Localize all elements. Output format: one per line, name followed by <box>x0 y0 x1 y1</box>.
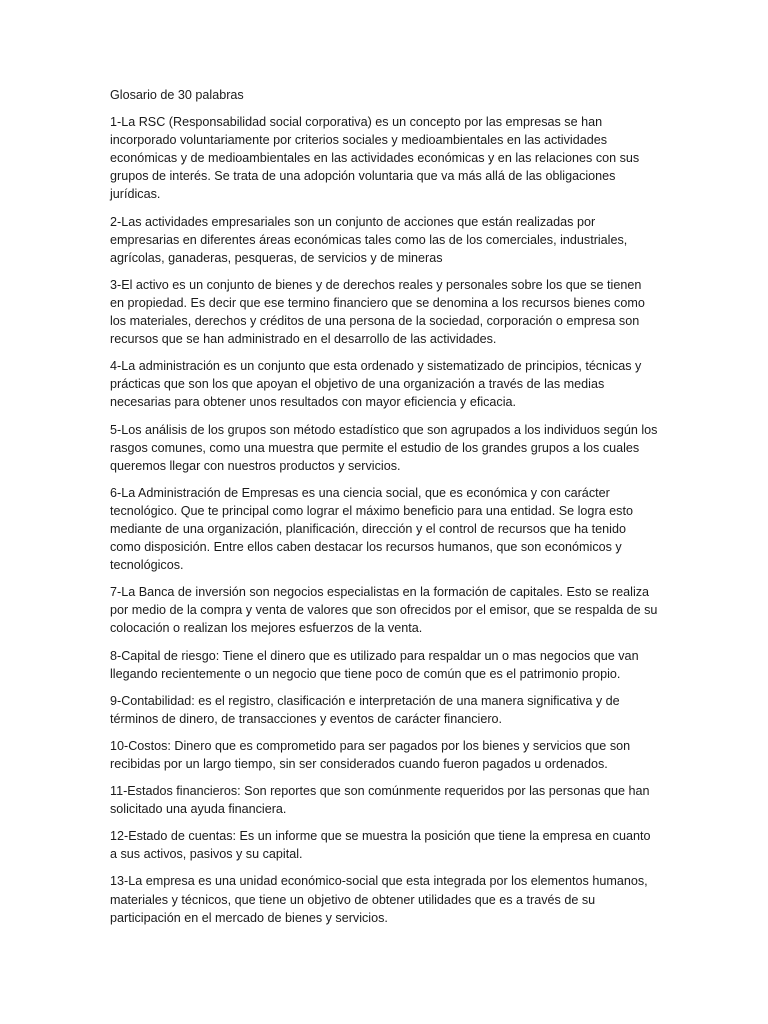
glossary-entry-5: 5-Los análisis de los grupos son método estadístico que son agrupados a los individuos según los rasgos comunes, como una muestra que permite el estudio de los grandes grupos a los cuales queremos llegar con nuestros productos y servicios. <box>110 422 658 473</box>
glossary-entry-7: 7-La Banca de inversión son negocios especialistas en la formación de capitales. Esto se realiza por medio de la compra y venta de valores que son ofrecidos por el emisor, que se respalda de su colocación o realizan los mejores esfuerzos de la venta. <box>110 585 658 636</box>
glossary-entry-1: 1-La RSC (Responsabilidad social corporativa) es un concepto por las empresas se han incorporado voluntariamente por criterios sociales y medioambientales en las actividades económicas y de medioambientales en las actividades económicas y en las relaciones con sus grupos de interés. Se trata de una adopción voluntaria que va más allá de las obligaciones jurídicas. <box>110 115 640 202</box>
glossary-entry-2: 2-Las actividades empresariales son un conjunto de acciones que están realizadas por empresarias en diferentes áreas económicas tales como las de los comerciales, industriales, agrícolas, ganaderas, pesqueras, de servicios y de mineras <box>110 214 628 265</box>
glossary-entry-13: 13-La empresa es una unidad económico-social que esta integrada por los elementos humanos, materiales y técnicos, que tiene un objetivo de obtener utilidades que es a través de su participación en el mercado de bienes y servicios. <box>110 874 648 925</box>
glossary-entry-11: 11-Estados financieros: Son reportes que son comúnmente requeridos por las personas que han solicitado una ayuda financiera. <box>110 784 650 817</box>
glossary-entry-6: 6-La Administración de Empresas es una ciencia social, que es económica y con carácter tecnológico. Que te principal como lograr el máximo beneficio para una entidad. Se logra esto mediante de una organización, planificación, dirección y el control de recursos que ha tenido como disposición. Entre ellos caben destacar los recursos humanos, que son económicos y tecnológicos. <box>110 485 633 573</box>
glossary-entry-4: 4-La administración es un conjunto que esta ordenado y sistematizado de principios, técnicas y prácticas que son los que apoyan el objetivo de una organización a través de las medias necesarias para obtener unos resultados con mayor eficiencia y eficacia. <box>110 359 642 410</box>
glossary-entry-9: 9-Contabilidad: es el registro, clasificación e interpretación de una manera significativa y de términos de dinero, de transacciones y eventos de carácter financiero. <box>110 693 620 726</box>
glossary-entry-12: 12-Estado de cuentas: Es un informe que se muestra la posición que tiene la empresa en cuanto a sus activos, pasivos y su capital. <box>110 829 651 862</box>
document-page <box>110 86 658 936</box>
glossary-entry-3: 3-El activo es un conjunto de bienes y de derechos reales y personales sobre los que se tienen en propiedad. Es decir que ese termino financiero que se denomina a los recursos bienes como los materiales, derechos y créditos de una persona de la sociedad, corporación o empresa son recursos que se han administrado en el desarrollo de las actividades. <box>110 277 645 347</box>
glossary-entry-10: 10-Costos: Dinero que es comprometido para ser pagados por los bienes y servicios que son recibidas por un largo tiempo, sin ser considerados cuando fueron pagados u ordenados. <box>110 738 631 771</box>
glossary-entry-8: 8-Capital de riesgo: Tiene el dinero que es utilizado para respaldar un o mas negocios que van llegando recientemente o un negocio que tiene poco de común que es el patrimonio propio. <box>110 648 639 681</box>
document-title: Glosario de 30 palabras <box>110 88 244 102</box>
